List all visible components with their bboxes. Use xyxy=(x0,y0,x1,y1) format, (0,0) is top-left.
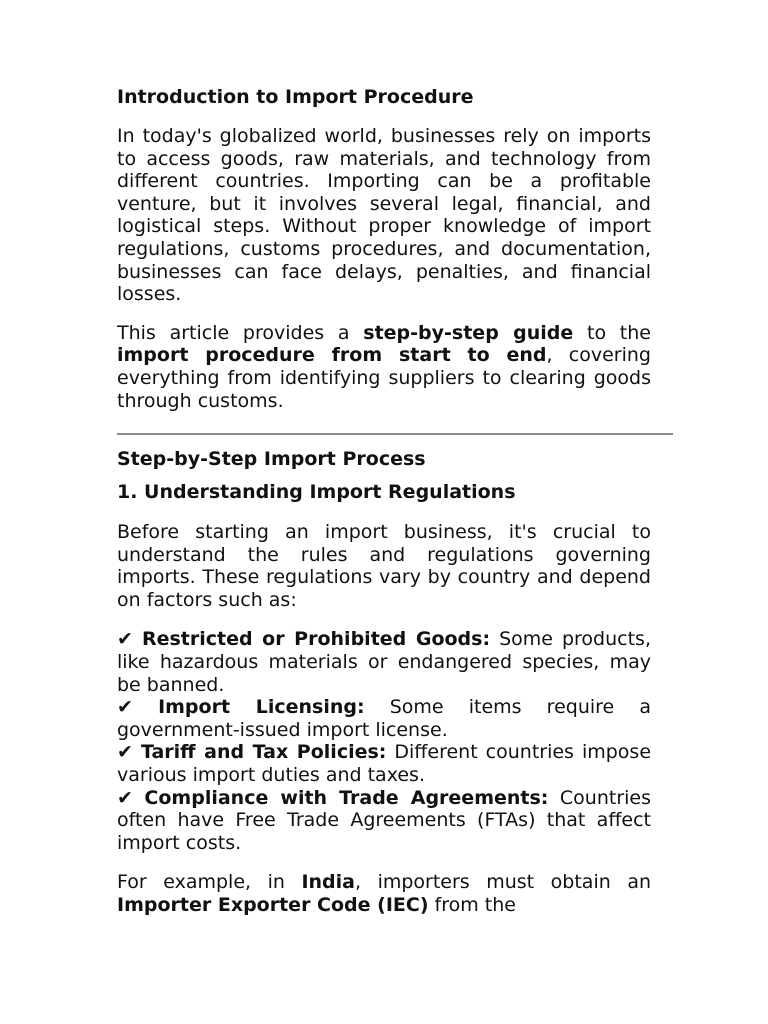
example-bold-1: India xyxy=(301,871,355,894)
intro-p2-text-3: , covering everything from identifying suppliers to clearing goods through customs. xyxy=(117,344,651,412)
example-bold-2: Importer Exporter Code (IEC) xyxy=(117,893,429,916)
list-item-bold: Compliance with Trade Agreements: xyxy=(144,786,549,809)
section-divider xyxy=(117,433,673,435)
example-text-2: , importers must obtain an xyxy=(354,871,651,894)
intro-p2-bold-2: import procedure from start to end xyxy=(117,344,547,367)
checkmark-icon: ✔ xyxy=(117,786,133,809)
list-item xyxy=(117,696,651,741)
list-item xyxy=(117,741,651,786)
section-1-heading: 1. Understanding Import Regulations xyxy=(117,481,516,503)
section-1-paragraph: Before starting an import business, it's crucial to understand the rules and regulations governing imports. These regulations vary by country and depend on factors such as: xyxy=(117,521,651,611)
list-item xyxy=(117,787,651,855)
checkmark-icon: ✔ xyxy=(117,696,133,719)
checkmark-icon: ✔ xyxy=(117,628,133,651)
requirements-list xyxy=(117,628,651,854)
list-item-text: Different countries impose various import duties and taxes. xyxy=(117,741,652,786)
checkmark-icon: ✔ xyxy=(117,741,133,764)
list-item-bold: Import Licensing: xyxy=(158,696,365,719)
list-item-text: Some items require a government-issued import license. xyxy=(117,696,652,741)
list-item xyxy=(117,628,651,696)
intro-p2-text-1: This article provides a xyxy=(117,321,364,344)
list-item-text: Some products, like hazardous materials or endangered species, may be banned. xyxy=(117,628,651,696)
process-heading: Step-by-Step Import Process xyxy=(117,448,426,470)
example-text-3: from the xyxy=(428,893,516,916)
intro-p2-text-2: to the xyxy=(573,321,651,344)
list-item-bold: Restricted or Prohibited Goods: xyxy=(141,628,491,651)
intro-paragraph-2 xyxy=(117,322,651,412)
list-item-bold: Tariff and Tax Policies: xyxy=(140,741,387,764)
list-item-text: Countries often have Free Trade Agreements (FTAs) that affect import costs. xyxy=(117,786,651,854)
document-page xyxy=(117,86,651,412)
example-text-1: For example, in xyxy=(117,871,302,894)
intro-heading: Introduction to Import Procedure xyxy=(117,86,474,108)
example-paragraph xyxy=(117,871,651,916)
process-section xyxy=(117,448,651,917)
intro-p2-bold-1: step-by-step guide xyxy=(363,321,574,344)
intro-paragraph-1: In today's globalized world, businesses rely on imports to access goods, raw materials, and technology from different countries. Importing can be a profitable venture, but it involves several legal, financial, and logistical steps. Without proper knowledge of import regulations, customs procedures, and documentation, businesses can face delays, penalties, and financial losses. xyxy=(117,125,651,306)
